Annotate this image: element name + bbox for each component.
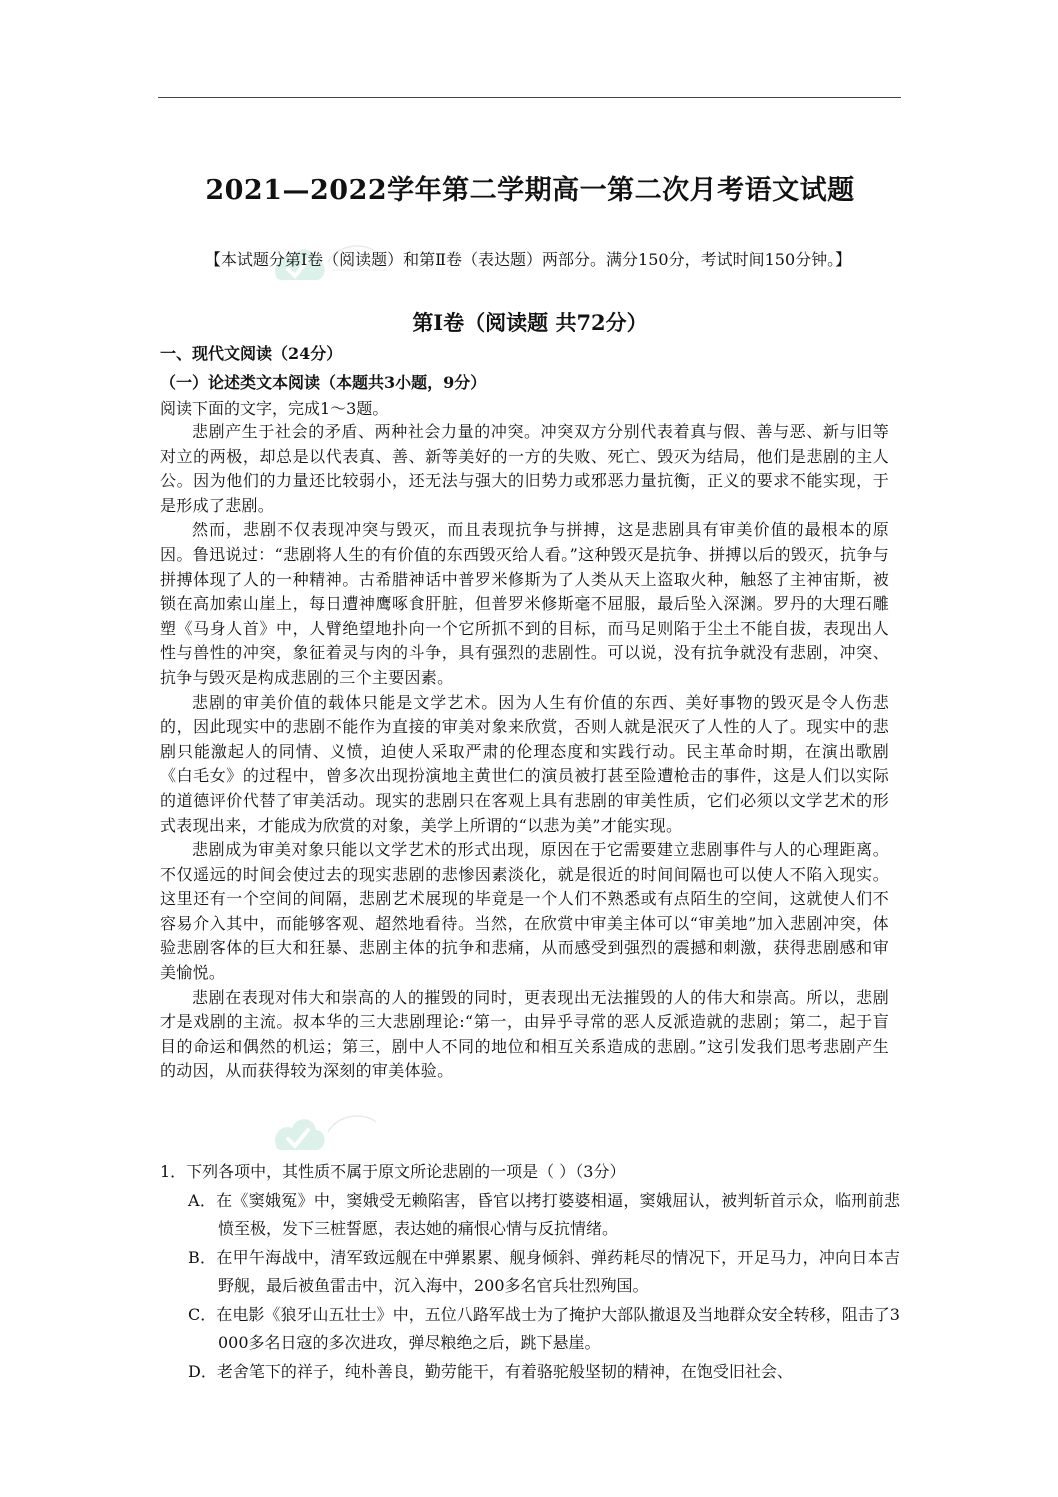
passage-paragraph: 悲剧成为审美对象只能以文学艺术的形式出现，原因在于它需要建立悲剧事件与人的心理距离。不仅遥远的时间会使过去的现实悲剧的悲惨因素淡化，就是很近的时间间隔也可以使人不陷入现实。这里还有一个空间的间隔，悲剧艺术展现的毕竟是一个人们不熟悉或有点陌生的空间，这就使人们不容易介入其中，而能够客观、超然地看待。当然，在欣赏中审美主体可以“审美地”加入悲剧冲突，体验悲剧客体的巨大和狂暴、悲剧主体的抗争和悲痛，从而感受到强烈的震撼和刺激，获得悲剧感和审美愉悦。 [160,840,889,983]
section-heading: 一、现代文阅读（24分） [160,344,343,363]
exam-intro: 【本试题分第Ⅰ卷（阅读题）和第Ⅱ卷（表达题）两部分。满分150分，考试时间150分钟。】 [204,250,852,269]
reading-passage [160,420,889,1084]
passage-paragraph: 悲剧在表现对伟大和崇高的人的摧毁的同时，更表现出无法摧毁的人的伟大和崇高。所以，悲剧才是戏剧的主流。叔本华的三大悲剧理论:“第一，由异乎寻常的恶人反派造就的悲剧；第二，起于盲目的命运和偶然的机运；第三，剧中人不同的地位和相互关系造成的悲剧。”这引发我们思考悲剧产生的动因，从而获得较为深刻的审美体验。 [160,987,889,1081]
question-stem: 1．下列各项中，其性质不属于原文所论悲剧的一项是（ ）（3分） [160,1162,626,1181]
question-option-b: B．在甲午海战中，清军致远舰在中弹累累、舰身倾斜、弹药耗尽的情况下，开足马力，冲向日本吉野舰，最后被鱼雷击中，沉入海中，200多名官兵壮烈殉国。 [188,1247,900,1295]
question-1 [160,1158,900,1386]
question-option-d: D．老舍笔下的祥子，纯朴善良，勤劳能干，有着骆驼般坚韧的精神，在饱受旧社会、 [188,1361,793,1381]
passage-paragraph: 悲剧产生于社会的矛盾、两种社会力量的冲突。冲突双方分别代表着真与假、善与恶、新与旧等对立的两极，却总是以代表真、善、新等美好的一方的失败、死亡、毁灭为结局，他们是悲剧的主人公。因为他们的力量还比较弱小，还无法与强大的旧势力或邪恶力量抗衡，正义的要求不能实现，于是形成了悲剧。 [160,422,889,515]
part-title: 第Ⅰ卷（阅读题 共72分） [412,310,648,335]
passage-paragraph: 然而，悲剧不仅表现冲突与毁灭，而且表现抗争与拼搏，这是悲剧具有审美价值的最根本的原因。鲁迅说过：“悲剧将人生的有价值的东西毁灭给人看。”这种毁灭是抗争、拼搏以后的毁灭，抗争与拼搏体现了人的一种精神。古希腊神话中普罗米修斯为了人类从天上盗取火种，触怒了主神宙斯，被锁在高加索山崖上，每日遭神鹰啄食肝脏，但普罗米修斯毫不屈服，最后坠入深渊。罗丹的大理石雕塑《马身人首》中，人臂绝望地扑向一个它所抓不到的目标，而马足则陷于尘土不能自拔，表现出人性与兽性的冲突，象征着灵与肉的斗争，具有强烈的悲剧性。可以说，没有抗争就没有悲剧，冲突、抗争与毁灭是构成悲剧的三个主要因素。 [160,520,889,687]
subsection-heading: （一）论述类文本阅读（本题共3小题，9分） [160,373,487,392]
question-option-a: A．在《窦娥冤》中，窦娥受无赖陷害，昏官以拷打婆婆相逼，窦娥屈认，被判斩首示众，临刑前悲愤至极，发下三桩誓愿，表达她的痛恨心情与反抗情绪。 [188,1190,900,1238]
exam-title: 2021—2022学年第二学期高一第二次月考语文试题 [205,175,855,206]
reading-instruction: 阅读下面的文字，完成1～3题。 [160,399,389,418]
question-option-c: C．在电影《狼牙山五壮士》中，五位八路军战士为了掩护大部队撤退及当地群众安全转移，阻击了3 000多名日寇的多次进攻，弹尽粮绝之后，跳下悬崖。 [188,1304,900,1352]
passage-paragraph: 悲剧的审美价值的载体只能是文学艺术。因为人生有价值的东西、美好事物的毁灭是令人伤悲的，因此现实中的悲剧不能作为直接的审美对象来欣赏，否则人就是泯灭了人性的人了。现实中的悲剧只能激起人的同情、义愤，迫使人采取严肃的伦理态度和实践行动。民主革命时期，在演出歌剧《白毛女》的过程中，曾多次出现扮演地主黄世仁的演员被打甚至险遭枪击的事件，这是人们以实际的道德评价代替了审美活动。现实的悲剧只在客观上具有悲剧的审美性质，它们必须以文学艺术的形式表现出来，才能成为欣赏的对象，美学上所谓的“以悲为美”才能实现。 [160,692,889,835]
header-rule [158,97,901,98]
